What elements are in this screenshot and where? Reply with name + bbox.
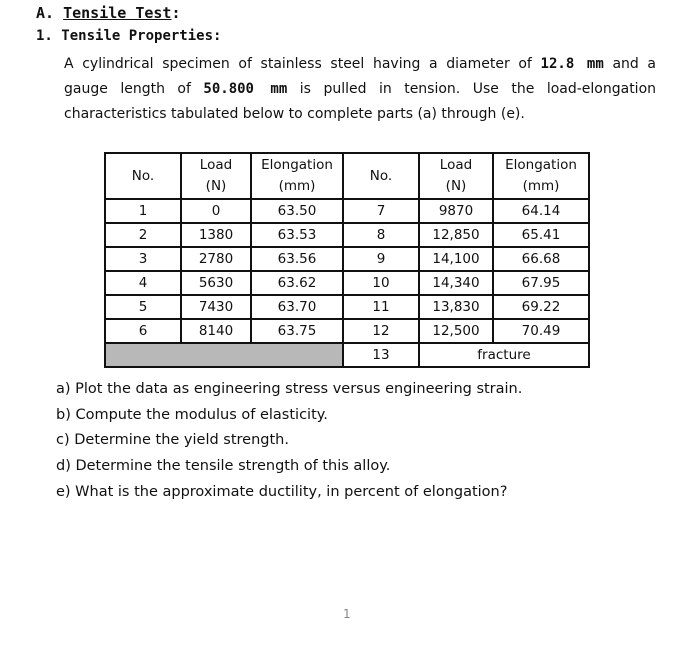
table-row <box>105 247 589 271</box>
cell-load: 12,500 <box>419 319 493 343</box>
cell-elongation: 65.41 <box>493 223 589 247</box>
problem-line-1 <box>64 52 656 77</box>
cell-no: 4 <box>105 271 181 295</box>
table-row <box>105 271 589 295</box>
cell-load: 14,100 <box>419 247 493 271</box>
question-e: e) What is the approximate ductility, in percent of elongation? <box>56 484 508 500</box>
cell-load: 2780 <box>181 247 251 271</box>
cell-no: 1 <box>105 199 181 223</box>
question-c: c) Determine the yield strength. <box>56 432 289 448</box>
cell-elongation: 63.50 <box>251 199 343 223</box>
problem-statement <box>64 52 656 127</box>
section-colon: : <box>171 4 181 22</box>
section-letter: A. <box>36 4 55 22</box>
header-elongation-right: Elongation (mm) <box>493 153 589 199</box>
page-number: 1 <box>343 607 351 621</box>
load-elongation-table <box>104 152 590 368</box>
problem-text-2a: gauge length of <box>64 81 191 97</box>
cell-no: 2 <box>105 223 181 247</box>
problem-line-3: characteristics tabulated below to complete parts (a) through (e). <box>64 106 525 122</box>
cell-no: 6 <box>105 319 181 343</box>
question-a: a) Plot the data as engineering stress versus engineering strain. <box>56 381 523 397</box>
cell-no: 13 <box>343 343 419 367</box>
problem-text-1a: A cylindrical specimen of stainless steel having a diameter of <box>64 56 532 72</box>
table-row <box>105 295 589 319</box>
cell-elongation: 67.95 <box>493 271 589 295</box>
cell-load: 13,830 <box>419 295 493 319</box>
cell-no: 11 <box>343 295 419 319</box>
header-load-right: Load (N) <box>419 153 493 199</box>
gauge-length-value: 50.800 mm <box>203 81 288 97</box>
subsection-title: Tensile Properties: <box>61 28 222 44</box>
problem-line-2 <box>64 77 656 102</box>
table-row <box>105 223 589 247</box>
cell-load: 9870 <box>419 199 493 223</box>
cell-no: 7 <box>343 199 419 223</box>
table-header-row <box>105 153 589 199</box>
cell-load: 8140 <box>181 319 251 343</box>
cell-load: 7430 <box>181 295 251 319</box>
subsection-heading <box>36 28 221 44</box>
cell-no: 9 <box>343 247 419 271</box>
header-no-left: No. <box>105 153 181 199</box>
header-no-right: No. <box>343 153 419 199</box>
cell-load: 0 <box>181 199 251 223</box>
question-b: b) Compute the modulus of elasticity. <box>56 407 328 423</box>
table-row <box>105 319 589 343</box>
diameter-value: 12.8 mm <box>540 56 604 72</box>
cell-load: 14,340 <box>419 271 493 295</box>
section-heading <box>36 4 181 22</box>
question-d: d) Determine the tensile strength of this alloy. <box>56 458 391 474</box>
problem-text-1b: and a <box>612 56 657 72</box>
cell-no: 12 <box>343 319 419 343</box>
cell-load: 5630 <box>181 271 251 295</box>
table-row <box>105 199 589 223</box>
cell-elongation: 63.53 <box>251 223 343 247</box>
cell-load: 1380 <box>181 223 251 247</box>
problem-text-2b: is pulled in tension. Use the load-elongation <box>299 81 657 97</box>
cell-no: 5 <box>105 295 181 319</box>
header-load-left: Load (N) <box>181 153 251 199</box>
cell-elongation: 63.75 <box>251 319 343 343</box>
header-elongation-left: Elongation (mm) <box>251 153 343 199</box>
cell-no: 3 <box>105 247 181 271</box>
gray-filler-cell <box>105 343 343 367</box>
cell-elongation: 64.14 <box>493 199 589 223</box>
cell-elongation: 63.70 <box>251 295 343 319</box>
cell-elongation: 69.22 <box>493 295 589 319</box>
fracture-cell: fracture <box>419 343 589 367</box>
subsection-number: 1. <box>36 28 53 44</box>
cell-elongation: 63.62 <box>251 271 343 295</box>
cell-elongation: 70.49 <box>493 319 589 343</box>
table-row-last <box>105 343 589 367</box>
cell-elongation: 66.68 <box>493 247 589 271</box>
cell-load: 12,850 <box>419 223 493 247</box>
cell-elongation: 63.56 <box>251 247 343 271</box>
cell-no: 8 <box>343 223 419 247</box>
cell-no: 10 <box>343 271 419 295</box>
section-title: Tensile Test <box>63 4 172 22</box>
